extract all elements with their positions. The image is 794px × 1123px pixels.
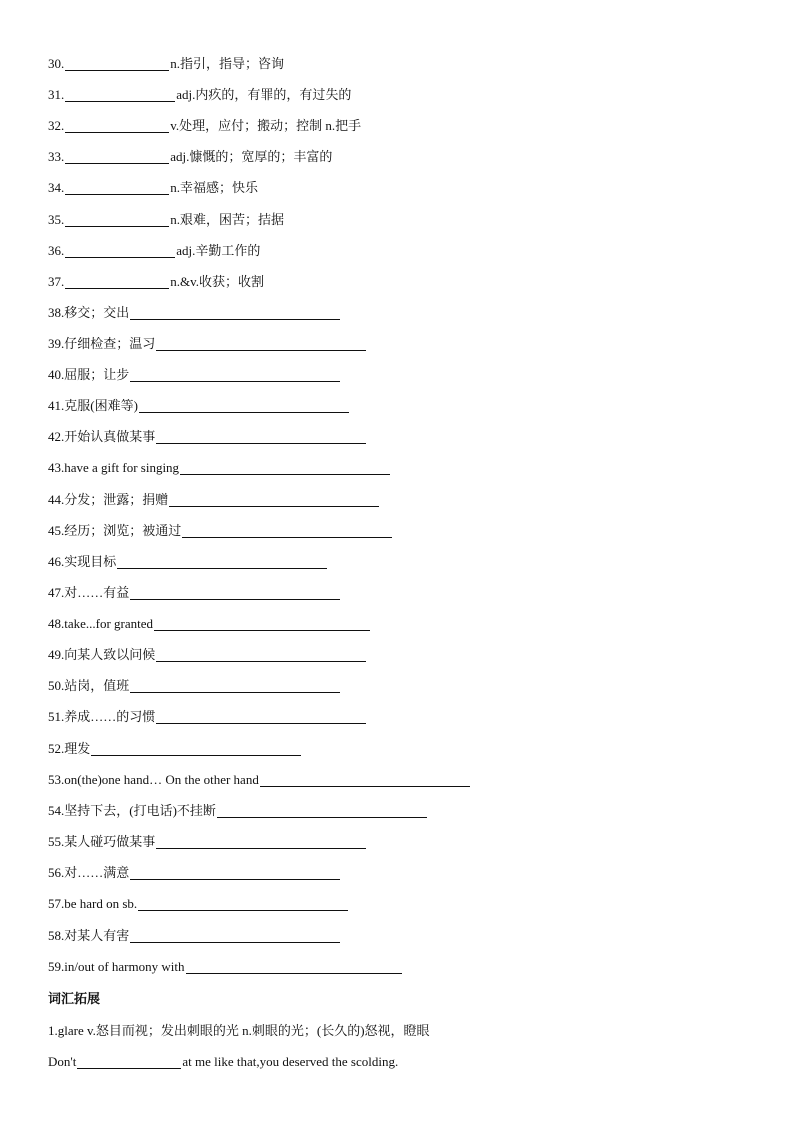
item-number: 41. <box>48 398 65 413</box>
item-40 <box>48 365 341 385</box>
item-47 <box>48 583 341 603</box>
item-prompt: 养成……的习惯 <box>64 709 156 724</box>
answer-blank[interactable] <box>130 367 340 382</box>
item-number: 31. <box>48 87 65 102</box>
item-meaning: n.幸福感；快乐 <box>170 180 259 195</box>
item-prompt: 对某人有害 <box>64 928 130 943</box>
item-number: 56. <box>48 865 65 880</box>
item-33 <box>48 147 332 167</box>
item-prompt: on(the)one hand… On the other hand <box>64 772 259 787</box>
item-number: 35. <box>48 212 65 227</box>
item-number: 45. <box>48 523 65 538</box>
answer-blank[interactable] <box>65 56 169 71</box>
item-44 <box>48 490 380 510</box>
item-number: 48. <box>48 616 65 631</box>
answer-blank[interactable] <box>182 523 392 538</box>
item-38 <box>48 303 341 323</box>
item-number: 37. <box>48 274 65 289</box>
item-42 <box>48 427 367 447</box>
item-36 <box>48 241 260 261</box>
item-51 <box>48 707 367 727</box>
item-number: 38. <box>48 305 65 320</box>
item-number: 55. <box>48 834 65 849</box>
item-meaning: adj.内疚的，有罪的，有过失的 <box>176 87 352 102</box>
item-number: 42. <box>48 429 65 444</box>
item-number: 36. <box>48 243 65 258</box>
item-52 <box>48 739 302 759</box>
item-number: 32. <box>48 118 65 133</box>
item-prompt: 克服(困难等) <box>64 398 138 413</box>
answer-blank[interactable] <box>186 959 402 974</box>
item-56 <box>48 863 341 883</box>
item-41 <box>48 396 350 416</box>
item-meaning: n.&v.收获；收割 <box>170 274 265 289</box>
item-number: 58. <box>48 928 65 943</box>
answer-blank[interactable] <box>130 678 340 693</box>
item-46 <box>48 552 328 572</box>
item-number: 50. <box>48 678 65 693</box>
item-prompt: 某人碰巧做某事 <box>64 834 156 849</box>
item-prompt: be hard on sb. <box>64 896 138 911</box>
item-prompt: have a gift for singing <box>64 460 180 475</box>
item-number: 59. <box>48 959 65 974</box>
answer-blank[interactable] <box>156 429 366 444</box>
answer-blank[interactable] <box>169 492 379 507</box>
answer-blank[interactable] <box>65 118 169 133</box>
item-number: 44. <box>48 492 65 507</box>
item-number: 39. <box>48 336 65 351</box>
answer-blank[interactable] <box>156 647 366 662</box>
item-number: 57. <box>48 896 65 911</box>
answer-blank[interactable] <box>138 896 348 911</box>
item-48 <box>48 614 371 634</box>
answer-blank[interactable] <box>91 741 301 756</box>
item-prompt: 坚持下去，(打电话)不挂断 <box>64 803 216 818</box>
item-30 <box>48 54 284 74</box>
vocab-entry <box>48 1021 430 1041</box>
answer-blank[interactable] <box>130 865 340 880</box>
answer-blank[interactable] <box>65 212 169 227</box>
answer-blank[interactable] <box>130 585 340 600</box>
item-59 <box>48 957 403 977</box>
answer-blank[interactable] <box>154 616 370 631</box>
answer-blank[interactable] <box>260 772 470 787</box>
answer-blank[interactable] <box>117 554 327 569</box>
item-number: 53. <box>48 772 65 787</box>
item-number: 40. <box>48 367 65 382</box>
item-prompt: 实现目标 <box>64 554 117 569</box>
answer-blank[interactable] <box>65 243 175 258</box>
answer-blank[interactable] <box>156 834 366 849</box>
item-prompt: 分发；泄露；捐赠 <box>64 492 169 507</box>
answer-blank[interactable] <box>217 803 427 818</box>
item-prompt: 屈服；让步 <box>64 367 130 382</box>
example-after: at me like that,you deserved the scolding. <box>182 1054 399 1069</box>
vocab-entry-text: 1.glare v.怒目而视；发出刺眼的光 n.刺眼的光；(长久的)怒视，瞪眼 <box>48 1023 430 1038</box>
answer-blank[interactable] <box>156 336 366 351</box>
item-prompt: 仔细检查；温习 <box>64 336 156 351</box>
item-prompt: in/out of harmony with <box>64 959 185 974</box>
item-prompt: 开始认真做某事 <box>64 429 156 444</box>
item-number: 54. <box>48 803 65 818</box>
answer-blank[interactable] <box>65 87 175 102</box>
item-number: 33. <box>48 149 65 164</box>
item-meaning: v.处理，应付；搬动；控制 n.把手 <box>170 118 362 133</box>
answer-blank[interactable] <box>65 274 169 289</box>
item-prompt: 对……有益 <box>64 585 130 600</box>
answer-blank[interactable] <box>156 709 366 724</box>
item-prompt: 移交；交出 <box>64 305 130 320</box>
item-prompt: 经历；浏览；被通过 <box>64 523 182 538</box>
item-58 <box>48 926 341 946</box>
answer-blank[interactable] <box>139 398 349 413</box>
item-prompt: 向某人致以问候 <box>64 647 156 662</box>
item-31 <box>48 85 351 105</box>
section-heading <box>48 989 100 1009</box>
item-43 <box>48 458 391 478</box>
item-number: 49. <box>48 647 65 662</box>
answer-blank[interactable] <box>65 180 169 195</box>
item-54 <box>48 801 428 821</box>
section-heading-text: 词汇拓展 <box>48 991 101 1006</box>
item-57 <box>48 894 349 914</box>
item-number: 30. <box>48 56 65 71</box>
item-prompt: 站岗，值班 <box>64 678 130 693</box>
item-meaning: n.艰难，困苦；拮据 <box>170 212 285 227</box>
item-number: 46. <box>48 554 65 569</box>
item-53 <box>48 770 471 790</box>
item-number: 43. <box>48 460 65 475</box>
answer-blank[interactable] <box>65 149 169 164</box>
answer-blank[interactable] <box>77 1054 181 1069</box>
item-45 <box>48 521 393 541</box>
item-39 <box>48 334 367 354</box>
item-34 <box>48 178 258 198</box>
item-number: 51. <box>48 709 65 724</box>
item-number: 34. <box>48 180 65 195</box>
item-prompt: take...for granted <box>64 616 154 631</box>
item-50 <box>48 676 341 696</box>
answer-blank[interactable] <box>130 305 340 320</box>
example-before: Don't <box>48 1054 77 1069</box>
item-37 <box>48 272 264 292</box>
item-number: 47. <box>48 585 65 600</box>
answer-blank[interactable] <box>130 928 340 943</box>
answer-blank[interactable] <box>180 460 390 475</box>
item-prompt: 理发 <box>64 741 91 756</box>
item-55 <box>48 832 367 852</box>
item-35 <box>48 210 284 230</box>
item-32 <box>48 116 361 136</box>
example-sentence <box>48 1052 398 1072</box>
item-49 <box>48 645 367 665</box>
item-meaning: adj.辛勤工作的 <box>176 243 261 258</box>
item-meaning: adj.慷慨的；宽厚的；丰富的 <box>170 149 333 164</box>
item-meaning: n.指引，指导；咨询 <box>170 56 285 71</box>
item-number: 52. <box>48 741 65 756</box>
item-prompt: 对……满意 <box>64 865 130 880</box>
